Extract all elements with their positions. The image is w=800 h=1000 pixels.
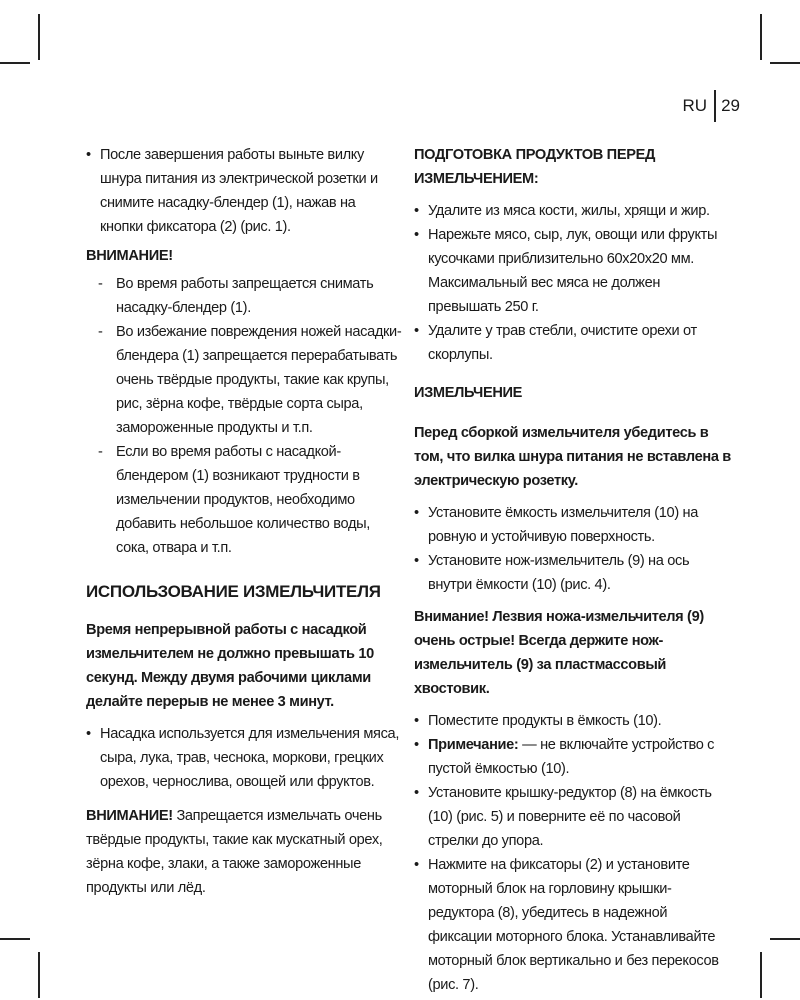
header-divider	[714, 90, 716, 122]
crop-mark	[0, 62, 30, 64]
list-item: • Установите крышку-редуктор (8) на ёмкость (10) (рис. 5) и поверните её по часовой стрелки до упора.	[414, 781, 732, 853]
unplug-list	[86, 143, 402, 239]
blade-warning: Внимание! Лезвия ножа-измельчителя (9) очень острые! Всегда держите нож-измельчитель (9) за пластмассовый хвостовик.	[414, 609, 704, 697]
list-item: • Удалите у трав стебли, очистите орехи от скорлупы.	[414, 319, 732, 367]
prep-title: ПОДГОТОВКА ПРОДУКТОВ ПЕРЕД ИЗМЕЛЬЧЕНИЕМ:	[414, 147, 656, 187]
list-item: • Нарежьте мясо, сыр, лук, овощи или фрукты кусочками приблизительно 60х20х20 мм. Максимальный вес мяса не должен превышать 250 г.	[414, 223, 732, 319]
warning-text: Запрещается измельчать очень твёрдые продукты, такие как мускатный орех, зёрна кофе, злаки, а также замороженные продукты или лёд.	[86, 808, 383, 896]
time-note: Время непрерывной работы с насадкой измельчителем не должно превышать 10 секунд. Между двумя рабочими циклами делайте перерыв не менее 3 минут.	[86, 622, 374, 710]
steps-list	[414, 709, 732, 997]
note-label: Примечание:	[428, 737, 519, 753]
usage-list	[86, 722, 402, 794]
section-title: ИСПОЛЬЗОВАНИЕ ИЗМЕЛЬЧИТЕЛЯ	[86, 582, 381, 601]
crop-mark	[760, 14, 762, 60]
list-item	[414, 733, 732, 781]
list-item: • Установите ёмкость измельчителя (10) на ровную и устойчивую поверхность.	[414, 501, 732, 549]
note-text: — не включайте устройство с пустой ёмкостью (10).	[428, 737, 715, 777]
list-item: • Насадка используется для измельчения мяса, сыра, лука, трав, чеснока, моркови, грецких орехов, чернослива, овощей или фруктов.	[86, 722, 402, 794]
right-column	[414, 143, 732, 997]
assembly-note: Перед сборкой измельчителя убедитесь в том, что вилка шнура питания не вставлена в электрическую розетку.	[414, 425, 731, 489]
list-item: • После завершения работы выньте вилку шнура питания из электрической розетки и снимите насадку-блендер (1), нажав на кнопки фиксатора (2) (рис. 1).	[86, 143, 402, 239]
crop-mark	[760, 952, 762, 998]
list-item: • Поместите продукты в ёмкость (10).	[414, 709, 732, 733]
page-header	[683, 90, 740, 122]
crop-mark	[38, 952, 40, 998]
crop-mark	[0, 938, 30, 940]
list-item: - Во избежание повреждения ножей насадки-блендера (1) запрещается перерабатывать очень твёрдые продукты, такие как крупы, рис, зёрна кофе, твёрдые сорта сыра, замороженные продукты и т.п.	[98, 320, 402, 440]
crop-mark	[770, 62, 800, 64]
warning-list	[98, 272, 402, 560]
assembly-list	[414, 501, 732, 597]
list-item: - Если во время работы с насадкой-блендером (1) возникают трудности в измельчении продуктов, необходимо добавить небольшое количество воды, сока, отвара и т.п.	[98, 440, 402, 560]
crop-mark	[38, 14, 40, 60]
language-code: RU	[682, 96, 708, 115]
list-item: • Удалите из мяса кости, жилы, хрящи и жир.	[414, 199, 732, 223]
page-number: 29	[721, 96, 740, 115]
left-column	[86, 143, 402, 900]
warning-title: ВНИМАНИЕ!	[86, 248, 173, 264]
list-item: • Установите нож-измельчитель (9) на ось внутри ёмкости (10) (рис. 4).	[414, 549, 732, 597]
chop-title: ИЗМЕЛЬЧЕНИЕ	[414, 385, 523, 401]
prep-list	[414, 199, 732, 367]
list-item: • Нажмите на фиксаторы (2) и установите моторный блок на горловину крышки-редуктора (8), убедитесь в надежной фиксации моторного блока. Устанавливайте моторный блок вертикально и без перекосов (рис. 7).	[414, 853, 732, 997]
list-item: - Во время работы запрещается снимать насадку-блендер (1).	[98, 272, 402, 320]
warning-paragraph	[86, 804, 402, 900]
warning-label: ВНИМАНИЕ!	[86, 808, 173, 824]
crop-mark	[770, 938, 800, 940]
